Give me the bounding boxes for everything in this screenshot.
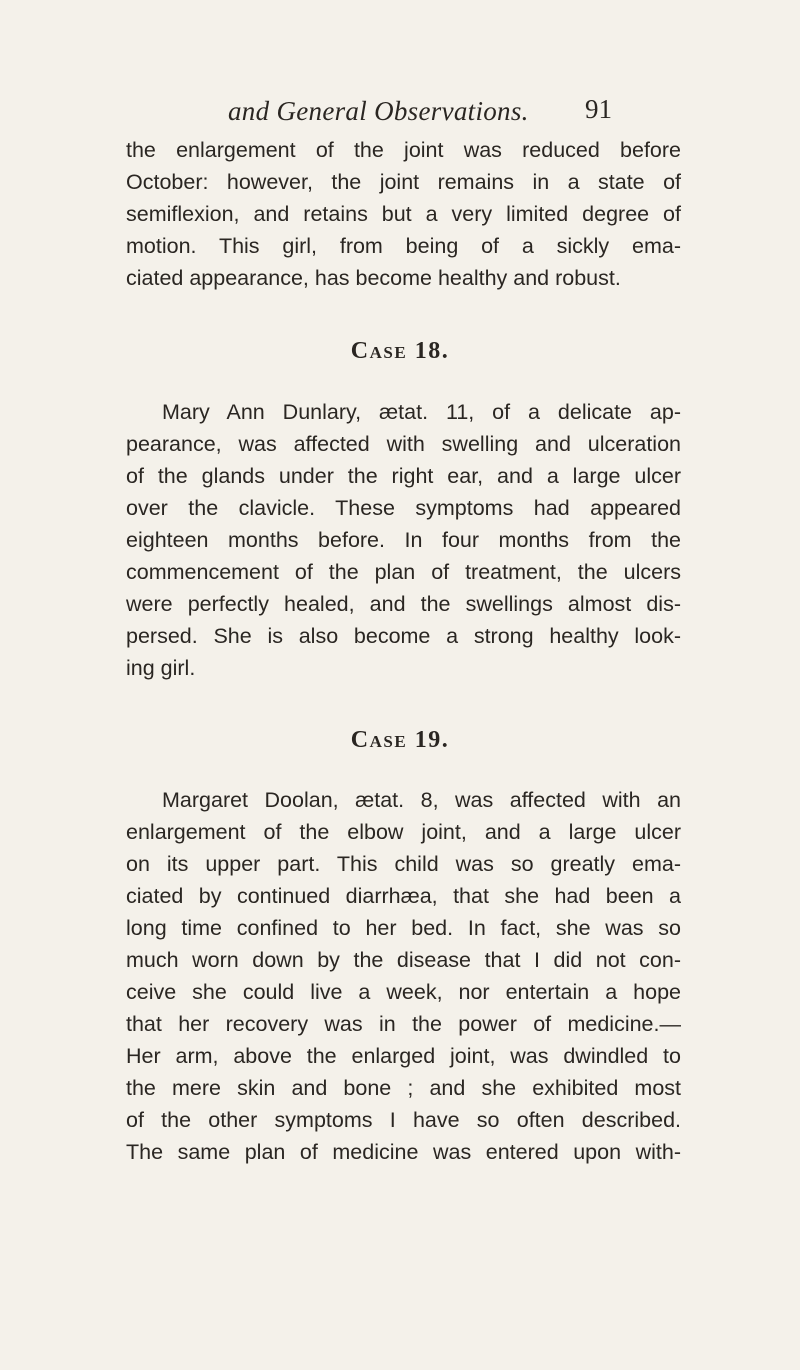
text-line: ciated by continued diarrhæa, that she had been a (126, 884, 681, 908)
text-line: pearance, was affected with swelling and ulceration (126, 432, 681, 456)
text-line: over the clavicle. These symptoms had appeared (126, 496, 681, 520)
text-line: enlargement of the elbow joint, and a large ulcer (126, 820, 681, 844)
text-line: Margaret Doolan, ætat. 8, was affected with an (162, 788, 681, 812)
text-line: the mere skin and bone ; and she exhibited most (126, 1076, 681, 1100)
text-line: of the glands under the right ear, and a large ulcer (126, 464, 681, 488)
text-line: of the other symptoms I have so often described. (126, 1108, 681, 1132)
text-line: on its upper part. This child was so greatly ema- (126, 852, 681, 876)
text-line: were perfectly healed, and the swellings almost dis- (126, 592, 681, 616)
page-number: 91 (585, 94, 612, 124)
text-line: commencement of the plan of treatment, the ulcers (126, 560, 681, 584)
text-line: ceive she could live a week, nor entertain a hope (126, 980, 681, 1004)
case-heading: Case 19. (350, 727, 450, 753)
text-line: Her arm, above the enlarged joint, was dwindled to (126, 1044, 681, 1068)
text-line: that her recovery was in the power of medicine.— (126, 1012, 681, 1036)
text-line: October: however, the joint remains in a state of (126, 170, 681, 194)
running-head: and General Observations. (228, 96, 529, 126)
text-line: eighteen months before. In four months from the (126, 528, 681, 552)
text-line: the enlargement of the joint was reduced before (126, 138, 681, 162)
text-line: ciated appearance, has become healthy and robust. (126, 266, 621, 290)
text-line: much worn down by the disease that I did not con- (126, 948, 681, 972)
text-line: motion. This girl, from being of a sickly ema- (126, 234, 681, 258)
text-line: Mary Ann Dunlary, ætat. 11, of a delicate ap- (162, 400, 681, 424)
text-line: persed. She is also become a strong healthy look- (126, 624, 681, 648)
text-line: long time confined to her bed. In fact, she was so (126, 916, 681, 940)
text-line: ing girl. (126, 656, 196, 680)
text-line: semiflexion, and retains but a very limited degree of (126, 202, 681, 226)
text-line: The same plan of medicine was entered upon with- (126, 1140, 681, 1164)
case-heading: Case 18. (350, 338, 450, 364)
